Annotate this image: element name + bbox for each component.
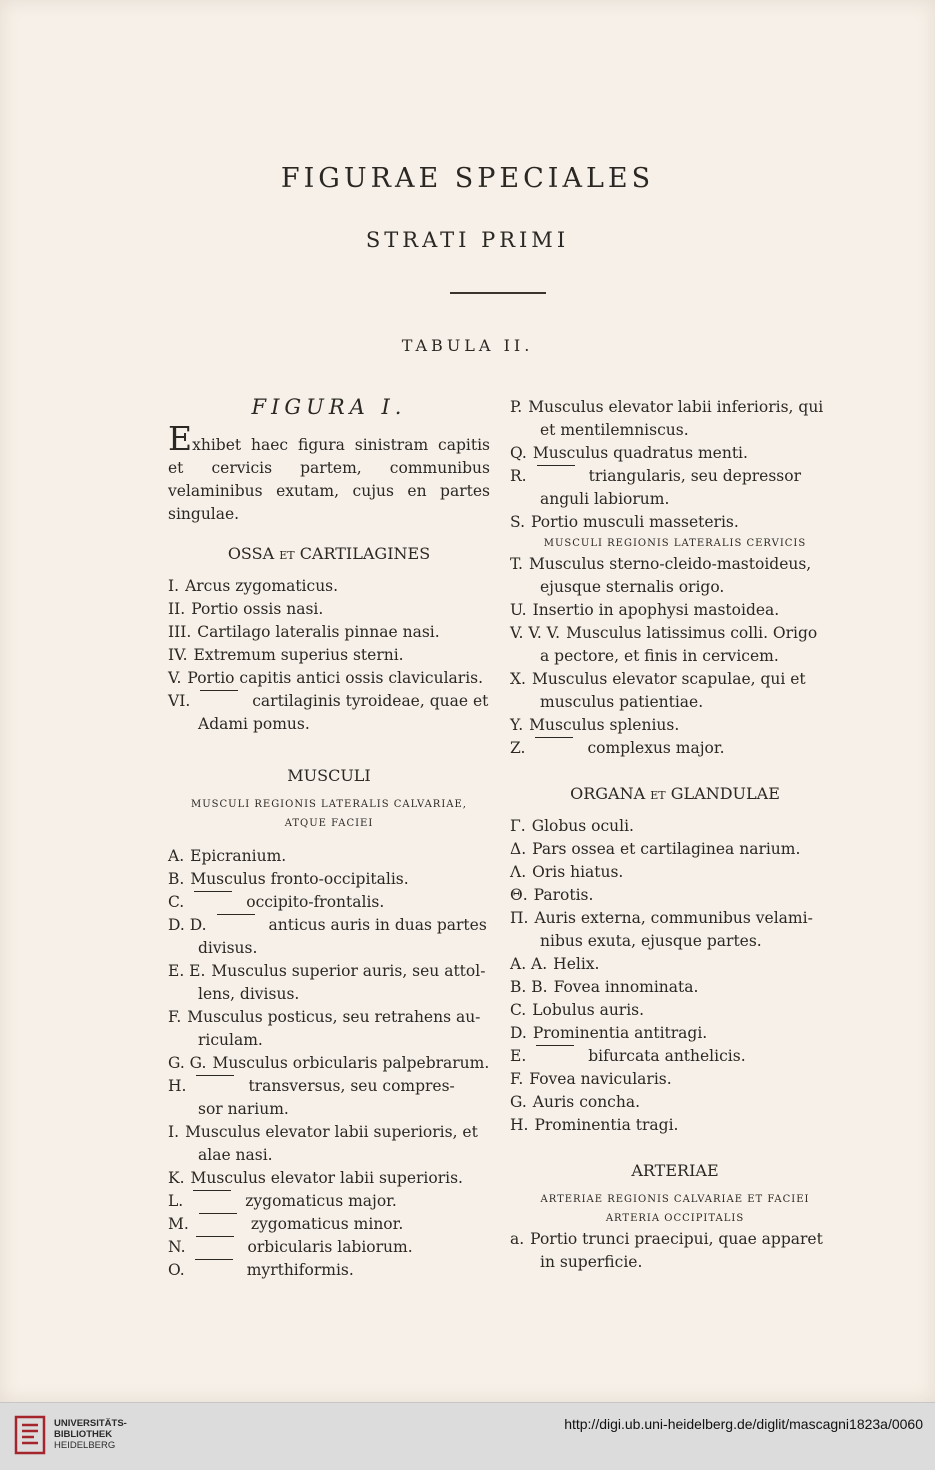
item-key: E. E. [168,962,206,980]
item-text: Musculus splenius. [529,716,680,734]
library-name-line: UNIVERSITÄTS- [54,1418,127,1429]
item-key: B. B. [510,978,548,996]
list-item [168,1121,490,1144]
item-key: D. D. [168,916,207,934]
item-key: a. [510,1230,525,1248]
item-continuation: riculam. [198,1031,263,1049]
item-key: Π. [510,909,529,927]
ditto-dash [536,1045,574,1068]
ossa-list [168,575,490,736]
list-item [510,838,840,861]
item-text: triangularis, seu depressor [588,467,801,485]
list-item [168,1259,490,1282]
item-key: A. A. [510,955,548,973]
ditto-dash [199,1213,237,1236]
item-key: Y. [510,716,524,734]
list-item [168,575,490,598]
page-url[interactable]: http://digi.ub.uni-heidelberg.de/diglit/mascagni1823a/0060 [564,1416,923,1432]
list-item [168,667,490,690]
section-heading-ossa [168,542,490,567]
list-item [510,884,840,907]
list-item [168,621,490,644]
item-text: Arcus zygomaticus. [185,577,339,595]
item-text: Oris hiatus. [532,863,624,881]
list-item [510,953,840,976]
item-text: zygomaticus minor. [250,1215,404,1233]
ditto-dash [537,465,575,488]
list-item [168,960,490,983]
ditto-dash [535,737,573,760]
item-text: Prominentia tragi. [534,1116,679,1134]
intro-paragraph [168,419,490,526]
item-text: Portio musculi masseteris. [531,513,739,531]
item-text: Pars ossea et cartilaginea narium. [532,840,801,858]
list-item [168,690,490,713]
item-key: H. [168,1077,187,1095]
item-key: C. [510,1001,527,1019]
list-item [168,1075,490,1098]
item-text: Musculus posticus, seu retrahens au- [187,1008,481,1026]
item-text: Musculus latissimus colli. Origo [566,624,818,642]
list-item [510,1114,840,1137]
item-continuation: a pectore, et finis in cervicem. [540,647,779,665]
library-name[interactable] [54,1418,127,1451]
subsection-heading: ARTERIA OCCIPITALIS [605,1213,745,1224]
item-key: A. [168,847,185,865]
item-text: Auris concha. [532,1093,641,1111]
list-item [510,599,840,622]
item-key: O. [168,1261,185,1279]
item-key: E. [510,1047,527,1065]
item-text: Musculus elevator labii superioris, et [185,1123,478,1141]
item-text: Helix. [553,955,600,973]
heading-conjunction: ET [650,789,666,802]
subsection-heading: ARTERIAE REGIONIS CALVARIAE ET FACIEI [540,1194,810,1205]
item-text: Musculus sterno-cleido-mastoideus, [529,555,812,573]
item-text: occipito-frontalis. [246,893,385,911]
item-continuation: musculus patientiae. [540,693,704,711]
item-text: orbicularis labiorum. [247,1238,413,1256]
subsection-heading: MUSCULI REGIONIS LATERALIS CERVICIS [543,538,807,549]
item-key: N. [168,1238,186,1256]
list-item [510,511,840,534]
item-key: V. [168,669,182,687]
heading-word: GLANDULAE [670,784,780,803]
ditto-dash [217,914,255,937]
list-item [510,1022,840,1045]
item-key: II. [168,600,186,618]
item-text: Insertio in apophysi mastoidea. [532,601,780,619]
cervicis-list [510,553,840,760]
list-item [168,1006,490,1029]
list-item [168,1213,490,1236]
item-key: III. [168,623,192,641]
item-continuation: alae nasi. [198,1146,273,1164]
library-logo-icon[interactable] [14,1415,46,1455]
item-text: Parotis. [533,886,594,904]
item-continuation: ejusque sternalis origo. [540,578,725,596]
list-item [510,861,840,884]
title-rule [450,292,546,294]
list-item [510,465,840,488]
item-text: Prominentia antitragi. [532,1024,708,1042]
item-text: Portio ossis nasi. [191,600,324,618]
item-text: Musculus fronto-occipitalis. [190,870,409,888]
list-item [510,976,840,999]
item-text: Epicranium. [190,847,287,865]
item-text: Auris externa, communibus velami- [534,909,813,927]
item-text: complexus major. [587,739,725,757]
page-title: FIGURAE SPECIALES [280,163,655,194]
item-text: myrthiformis. [246,1261,354,1279]
list-item [510,999,840,1022]
item-key: F. [168,1008,182,1026]
item-text: Portio trunci praecipui, quae apparet [530,1230,823,1248]
item-key: G. [510,1093,527,1111]
item-text: Musculus quadratus menti. [532,444,748,462]
section-heading-organa [510,782,840,807]
item-text: transversus, seu compres- [248,1077,455,1095]
ditto-dash [194,891,232,914]
list-item [510,907,840,930]
heading-conjunction: ET [279,549,295,562]
item-text: Extremum superius sterni. [193,646,404,664]
item-continuation: nibus exuta, ejusque partes. [540,932,762,950]
subsection-heading: MUSCULI REGIONIS LATERALIS CALVARIAE, [191,799,467,810]
list-item [510,1091,840,1114]
list-item [168,644,490,667]
item-text: Musculus orbicularis palpebrarum. [212,1054,490,1072]
item-text: zygomaticus major. [245,1192,397,1210]
item-text: Cartilago lateralis pinnae nasi. [197,623,440,641]
item-text: Musculus superior auris, seu attol- [211,962,486,980]
item-text: anticus auris in duas partes [268,916,487,934]
list-item [510,1228,840,1251]
item-text: bifurcata anthelicis. [588,1047,746,1065]
library-name-line: HEIDELBERG [54,1440,116,1451]
ditto-dash [196,1236,234,1259]
list-item [510,396,840,419]
arteriae-list [510,1228,840,1274]
item-key: B. [168,870,185,888]
item-key: K. [168,1169,185,1187]
item-key: IV. [168,646,188,664]
item-continuation: divisus. [198,939,258,957]
item-text: Globus oculi. [531,817,634,835]
item-text: Lobulus auris. [532,1001,645,1019]
item-key: L. [168,1192,184,1210]
item-continuation: lens, divisus. [198,985,300,1003]
list-item [168,868,490,891]
item-text: Musculus elevator labii superioris. [190,1169,463,1187]
item-text: Fovea innominata. [553,978,699,996]
item-key: P. [510,398,523,416]
item-continuation: et mentilemniscus. [540,421,689,439]
item-key: Q. [510,444,527,462]
ditto-dash [195,1259,233,1282]
list-item [168,1167,490,1190]
library-name-line: BIBLIOTHEK [54,1429,113,1440]
item-text: cartilaginis tyroideae, quae et [252,692,489,710]
item-key: F. [510,1070,524,1088]
figure-heading: FIGURA I. [251,395,407,419]
list-item [510,714,840,737]
right-column [510,396,840,1274]
item-key: Z. [510,739,526,757]
drop-cap: E [168,419,193,458]
viewer-footer [0,1402,935,1470]
list-item [168,1190,490,1213]
intro-text: xhibet haec figura sinistram capitis et cervicis partem, communibus velaminibus exutam, cujus en partes singulae. [168,436,490,523]
organa-list [510,815,840,1137]
list-item [168,845,490,868]
list-item [168,1236,490,1259]
subsection-heading: ATQUE FACIEI [284,818,374,829]
musculi-list [168,845,490,1282]
musculi-continued-list [510,396,840,534]
list-item [510,622,840,645]
item-key: X. [510,670,526,688]
list-item [510,1068,840,1091]
item-text: Musculus elevator scapulae, qui et [531,670,806,688]
item-text: Portio capitis antici ossis clavicularis. [187,669,484,687]
item-key: T. [510,555,523,573]
item-text: Musculus elevator labii inferioris, qui [528,398,824,416]
list-item [510,1045,840,1068]
item-key: R. [510,467,527,485]
item-key: I. [168,1123,180,1141]
plate-number: TABULA II. [401,336,534,355]
heading-word: OSSA [227,544,275,563]
item-key: I. [168,577,180,595]
item-key: Δ. [510,840,527,858]
item-text: Fovea navicularis. [529,1070,672,1088]
left-column [168,396,490,1282]
list-item [510,553,840,576]
list-item [510,737,840,760]
item-continuation: sor narium. [198,1100,289,1118]
item-key: Γ. [510,817,526,835]
item-key: S. [510,513,525,531]
list-item [168,891,490,914]
list-item [510,815,840,838]
item-continuation: in superficie. [540,1253,643,1271]
item-key: Λ. [510,863,527,881]
item-key: G. G. [168,1054,207,1072]
item-key: Θ. [510,886,528,904]
item-key: V. V. V. [510,624,561,642]
list-item [168,1052,490,1075]
list-item [168,914,490,937]
heading-word: CARTILAGINES [299,544,431,563]
ditto-dash [193,1190,231,1213]
section-heading-musculi: MUSCULI [287,766,371,785]
heading-word: ORGANA [570,784,646,803]
item-continuation: anguli labiorum. [540,490,670,508]
section-heading-arteriae: ARTERIAE [631,1161,719,1180]
item-key: D. [510,1024,527,1042]
item-key: VI. [168,692,191,710]
item-key: M. [168,1215,189,1233]
item-key: H. [510,1116,529,1134]
ditto-dash [196,1075,234,1098]
list-item [168,598,490,621]
ditto-dash [200,690,238,713]
list-item [510,442,840,465]
item-key: C. [168,893,185,911]
list-item [510,668,840,691]
item-continuation: Adami pomus. [198,715,310,733]
page-subtitle: STRATI PRIMI [365,228,570,252]
item-key: U. [510,601,527,619]
